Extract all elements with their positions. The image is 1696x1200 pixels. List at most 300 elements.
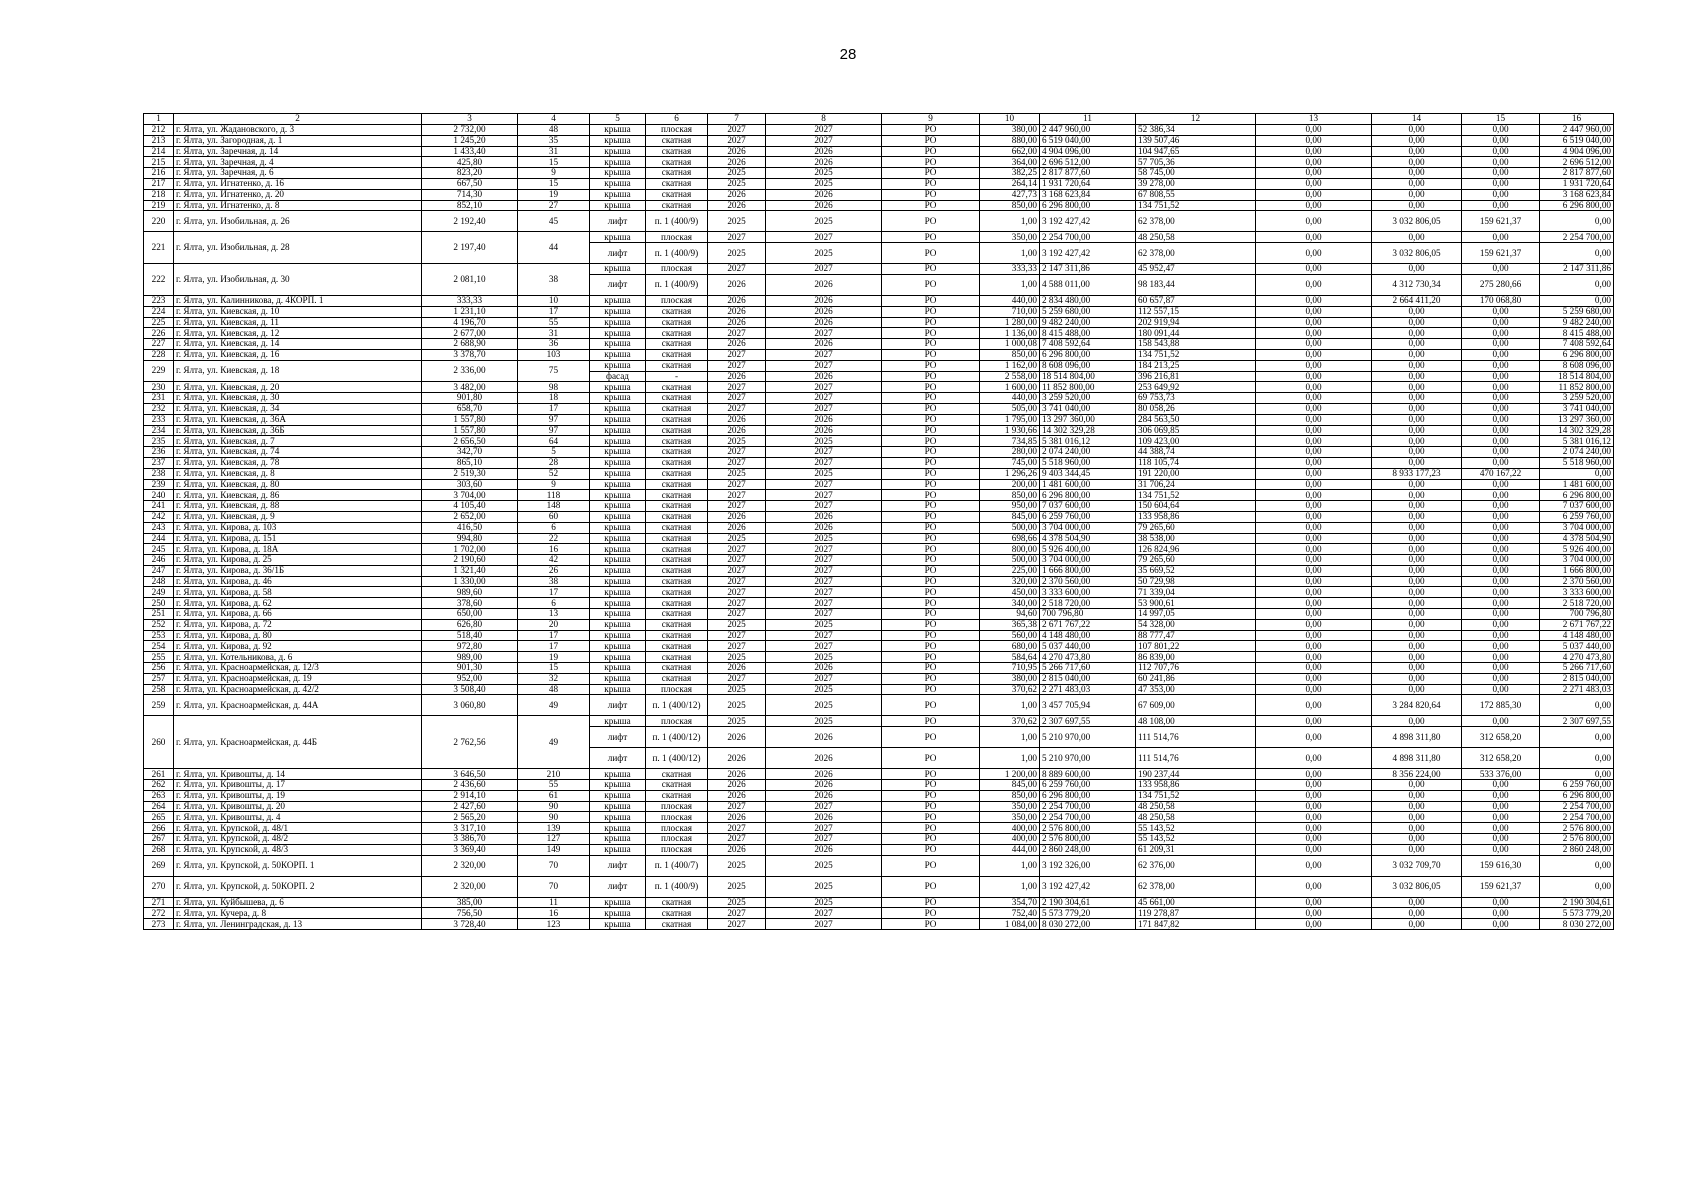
fund-14: 0,00	[1372, 414, 1462, 425]
surcharge: 55 143,52	[1136, 823, 1256, 834]
element: крыша	[590, 555, 646, 566]
year-end: 2027	[766, 908, 882, 919]
total-cost: 6 296 800,00	[1040, 490, 1136, 501]
year-start: 2027	[708, 349, 766, 360]
year-end: 2027	[766, 360, 882, 371]
fund-14: 0,00	[1372, 641, 1462, 652]
fund-14: 3 032 806,05	[1372, 876, 1462, 897]
subtype: скатная	[646, 447, 708, 458]
total-16: 2 860 248,00	[1540, 844, 1614, 855]
surcharge: 134 751,52	[1136, 490, 1256, 501]
col-13: 0,00	[1256, 393, 1372, 404]
fund-15: 312 658,20	[1462, 748, 1540, 769]
surcharge: 67 609,00	[1136, 695, 1256, 716]
header-cell: 14	[1372, 114, 1462, 125]
total-cost: 2 817 877,60	[1040, 168, 1136, 179]
table-row	[144, 769, 1614, 780]
total-cost: 2 815 040,00	[1040, 673, 1136, 684]
table-row	[144, 306, 1614, 317]
fund-15: 0,00	[1462, 544, 1540, 555]
subtype: скатная	[646, 414, 708, 425]
subtype: плоская	[646, 823, 708, 834]
address: г. Ялта, ул. Киевская, д. 36А	[174, 414, 422, 425]
residents: 13	[518, 609, 590, 620]
fund-14: 0,00	[1372, 897, 1462, 908]
col-13: 0,00	[1256, 812, 1372, 823]
year-end: 2026	[766, 780, 882, 791]
table-row	[144, 200, 1614, 211]
volume: 94,60	[980, 609, 1040, 620]
operator: РО	[882, 619, 980, 630]
residents: 139	[518, 823, 590, 834]
operator: РО	[882, 522, 980, 533]
surcharge: 45 952,47	[1136, 264, 1256, 275]
total-16: 2 576 800,00	[1540, 823, 1614, 834]
subtype: п. 1 (400/12)	[646, 727, 708, 748]
total-16: 1 931 720,64	[1540, 178, 1614, 189]
operator: РО	[882, 371, 980, 382]
total-cost: 4 904 096,00	[1040, 146, 1136, 157]
residents: 97	[518, 425, 590, 436]
residents: 64	[518, 436, 590, 447]
total-16: 2 576 800,00	[1540, 834, 1614, 845]
total-cost: 2 671 767,22	[1040, 619, 1136, 630]
area: 2 190,60	[422, 555, 518, 566]
table-row	[144, 264, 1614, 275]
year-end: 2027	[766, 447, 882, 458]
fund-15: 0,00	[1462, 490, 1540, 501]
residents: 16	[518, 544, 590, 555]
year-start: 2027	[708, 403, 766, 414]
fund-15: 0,00	[1462, 619, 1540, 630]
fund-14: 0,00	[1372, 349, 1462, 360]
year-start: 2027	[708, 908, 766, 919]
subtype: плоская	[646, 834, 708, 845]
row-number: 245	[144, 544, 174, 555]
fund-15: 0,00	[1462, 382, 1540, 393]
year-end: 2025	[766, 684, 882, 695]
area: 3 378,70	[422, 349, 518, 360]
table-row	[144, 609, 1614, 620]
surcharge: 53 900,61	[1136, 598, 1256, 609]
row-number: 239	[144, 479, 174, 490]
table-row	[144, 168, 1614, 179]
fund-15: 0,00	[1462, 360, 1540, 371]
fund-15: 0,00	[1462, 414, 1540, 425]
surcharge: 119 278,87	[1136, 908, 1256, 919]
total-cost: 6 296 800,00	[1040, 349, 1136, 360]
area: 342,70	[422, 447, 518, 458]
element: крыша	[590, 544, 646, 555]
total-cost: 4 148 480,00	[1040, 630, 1136, 641]
address: г. Ялта, ул. Кирова, д. 62	[174, 598, 422, 609]
table-row	[144, 663, 1614, 674]
volume: 280,00	[980, 447, 1040, 458]
area: 901,80	[422, 393, 518, 404]
col-13: 0,00	[1256, 349, 1372, 360]
residents: 15	[518, 178, 590, 189]
subtype: плоская	[646, 264, 708, 275]
year-end: 2027	[766, 673, 882, 684]
operator: РО	[882, 274, 980, 295]
year-start: 2025	[708, 876, 766, 897]
total-16: 2 370 560,00	[1540, 576, 1614, 587]
operator: РО	[882, 748, 980, 769]
year-start: 2025	[708, 436, 766, 447]
fund-15: 0,00	[1462, 403, 1540, 414]
fund-14: 0,00	[1372, 673, 1462, 684]
year-end: 2027	[766, 823, 882, 834]
year-start: 2027	[708, 609, 766, 620]
volume: 500,00	[980, 522, 1040, 533]
area: 2 656,50	[422, 436, 518, 447]
area: 1 231,10	[422, 306, 518, 317]
year-start: 2027	[708, 823, 766, 834]
fund-15: 0,00	[1462, 663, 1540, 674]
total-cost: 9 403 344,45	[1040, 468, 1136, 479]
volume: 380,00	[980, 125, 1040, 136]
total-16: 4 904 096,00	[1540, 146, 1614, 157]
subtype: скатная	[646, 157, 708, 168]
col-13: 0,00	[1256, 403, 1372, 414]
row-number: 247	[144, 565, 174, 576]
subtype: скатная	[646, 598, 708, 609]
operator: РО	[882, 468, 980, 479]
operator: РО	[882, 587, 980, 598]
subtype: скатная	[646, 306, 708, 317]
table-row	[144, 436, 1614, 447]
residents: 35	[518, 135, 590, 146]
fund-14: 0,00	[1372, 146, 1462, 157]
residents: 11	[518, 897, 590, 908]
col-13: 0,00	[1256, 587, 1372, 598]
surcharge: 98 183,44	[1136, 274, 1256, 295]
year-start: 2026	[708, 414, 766, 425]
residents: 28	[518, 457, 590, 468]
year-end: 2027	[766, 479, 882, 490]
operator: РО	[882, 919, 980, 930]
address: г. Ялта, ул. Кирова, д. 151	[174, 533, 422, 544]
address: г. Ялта, ул. Кирова, д. 46	[174, 576, 422, 587]
fund-15: 0,00	[1462, 565, 1540, 576]
area: 994,80	[422, 533, 518, 544]
fund-15: 0,00	[1462, 684, 1540, 695]
total-cost: 4 378 504,90	[1040, 533, 1136, 544]
volume: 350,00	[980, 801, 1040, 812]
table-row	[144, 125, 1614, 136]
fund-14: 0,00	[1372, 919, 1462, 930]
fund-14: 0,00	[1372, 339, 1462, 350]
operator: РО	[882, 544, 980, 555]
area: 2 336,00	[422, 360, 518, 382]
year-end: 2027	[766, 801, 882, 812]
fund-14: 0,00	[1372, 189, 1462, 200]
total-cost: 4 270 473,80	[1040, 652, 1136, 663]
surcharge: 62 376,00	[1136, 855, 1256, 876]
table-row	[144, 317, 1614, 328]
volume: 382,25	[980, 168, 1040, 179]
fund-15: 0,00	[1462, 511, 1540, 522]
year-start: 2025	[708, 168, 766, 179]
total-16: 2 254 700,00	[1540, 812, 1614, 823]
total-16: 0,00	[1540, 295, 1614, 306]
address: г. Ялта, ул. Игнатенко, д. 20	[174, 189, 422, 200]
year-start: 2025	[708, 652, 766, 663]
year-end: 2026	[766, 371, 882, 382]
surcharge: 62 378,00	[1136, 876, 1256, 897]
year-start: 2026	[708, 274, 766, 295]
address: г. Ялта, ул. Заречная, д. 14	[174, 146, 422, 157]
fund-15: 0,00	[1462, 716, 1540, 727]
table-row	[144, 812, 1614, 823]
col-13: 0,00	[1256, 479, 1372, 490]
operator: РО	[882, 727, 980, 748]
residents: 210	[518, 769, 590, 780]
volume: 364,00	[980, 157, 1040, 168]
residents: 49	[518, 695, 590, 716]
total-16: 0,00	[1540, 727, 1614, 748]
area: 1 330,00	[422, 576, 518, 587]
col-13: 0,00	[1256, 652, 1372, 663]
residents: 61	[518, 790, 590, 801]
subtype: п. 1 (400/9)	[646, 211, 708, 232]
year-end: 2027	[766, 630, 882, 641]
surcharge: 62 378,00	[1136, 243, 1256, 264]
table-row	[144, 511, 1614, 522]
residents: 49	[518, 716, 590, 769]
header-cell: 3	[422, 114, 518, 125]
area: 3 508,40	[422, 684, 518, 695]
row-number: 259	[144, 695, 174, 716]
address: г. Ялта, ул. Киевская, д. 18	[174, 360, 422, 382]
residents: 22	[518, 533, 590, 544]
area: 2 914,10	[422, 790, 518, 801]
address: г. Ялта, ул. Киевская, д. 78	[174, 457, 422, 468]
row-number: 251	[144, 609, 174, 620]
total-16: 6 519 040,00	[1540, 135, 1614, 146]
row-number: 221	[144, 232, 174, 264]
surcharge: 47 353,00	[1136, 684, 1256, 695]
fund-15: 0,00	[1462, 157, 1540, 168]
fund-15: 0,00	[1462, 801, 1540, 812]
operator: РО	[882, 663, 980, 674]
volume: 1,00	[980, 727, 1040, 748]
header-cell: 15	[1462, 114, 1540, 125]
row-number: 264	[144, 801, 174, 812]
surcharge: 134 751,52	[1136, 790, 1256, 801]
surcharge: 38 538,00	[1136, 533, 1256, 544]
address: г. Ялта, ул. Кривошты, д. 4	[174, 812, 422, 823]
element: лифт	[590, 727, 646, 748]
total-cost: 6 296 800,00	[1040, 200, 1136, 211]
year-start: 2026	[708, 317, 766, 328]
table-row	[144, 533, 1614, 544]
subtype: скатная	[646, 609, 708, 620]
col-13: 0,00	[1256, 414, 1372, 425]
total-cost: 2 254 700,00	[1040, 812, 1136, 823]
fund-15: 0,00	[1462, 501, 1540, 512]
fund-14: 0,00	[1372, 652, 1462, 663]
year-start: 2027	[708, 630, 766, 641]
total-16: 6 296 800,00	[1540, 490, 1614, 501]
residents: 45	[518, 211, 590, 232]
address: г. Ялта, ул. Киевская, д. 30	[174, 393, 422, 404]
operator: РО	[882, 823, 980, 834]
surcharge: 104 947,65	[1136, 146, 1256, 157]
subtype: п. 1 (400/9)	[646, 876, 708, 897]
area: 756,50	[422, 908, 518, 919]
volume: 200,00	[980, 479, 1040, 490]
col-13: 0,00	[1256, 544, 1372, 555]
total-cost: 3 457 705,94	[1040, 695, 1136, 716]
total-16: 5 037 440,00	[1540, 641, 1614, 652]
element: крыша	[590, 157, 646, 168]
residents: 123	[518, 919, 590, 930]
fund-15: 0,00	[1462, 457, 1540, 468]
subtype: скатная	[646, 919, 708, 930]
element: крыша	[590, 598, 646, 609]
row-number: 229	[144, 360, 174, 382]
col-13: 0,00	[1256, 919, 1372, 930]
subtype: скатная	[646, 533, 708, 544]
residents: 48	[518, 684, 590, 695]
fund-15: 0,00	[1462, 609, 1540, 620]
fund-14: 0,00	[1372, 264, 1462, 275]
fund-14: 0,00	[1372, 168, 1462, 179]
subtype: скатная	[646, 393, 708, 404]
fund-15: 0,00	[1462, 780, 1540, 791]
surcharge: 54 328,00	[1136, 619, 1256, 630]
total-16: 6 296 800,00	[1540, 790, 1614, 801]
year-end: 2026	[766, 157, 882, 168]
row-number: 217	[144, 178, 174, 189]
total-cost: 5 518 960,00	[1040, 457, 1136, 468]
volume: 1 600,00	[980, 382, 1040, 393]
total-16: 2 074 240,00	[1540, 447, 1614, 458]
address: г. Ялта, ул. Киевская, д. 12	[174, 328, 422, 339]
area: 385,00	[422, 897, 518, 908]
fund-14: 0,00	[1372, 619, 1462, 630]
header-cell: 5	[590, 114, 646, 125]
fund-14: 4 898 311,80	[1372, 748, 1462, 769]
row-number: 260	[144, 716, 174, 769]
residents: 17	[518, 403, 590, 414]
subtype: скатная	[646, 479, 708, 490]
year-start: 2025	[708, 619, 766, 630]
table-row	[144, 555, 1614, 566]
year-start: 2027	[708, 382, 766, 393]
col-13: 0,00	[1256, 425, 1372, 436]
col-13: 0,00	[1256, 328, 1372, 339]
year-start: 2025	[708, 178, 766, 189]
table-row	[144, 393, 1614, 404]
year-start: 2027	[708, 576, 766, 587]
subtype: скатная	[646, 511, 708, 522]
table-row	[144, 479, 1614, 490]
fund-14: 0,00	[1372, 587, 1462, 598]
year-start: 2026	[708, 425, 766, 436]
fund-15: 0,00	[1462, 447, 1540, 458]
operator: РО	[882, 436, 980, 447]
fund-14: 0,00	[1372, 393, 1462, 404]
address: г. Ялта, ул. Киевская, д. 8	[174, 468, 422, 479]
fund-14: 0,00	[1372, 790, 1462, 801]
residents: 55	[518, 317, 590, 328]
total-cost: 700 796,80	[1040, 609, 1136, 620]
subtype: скатная	[646, 468, 708, 479]
area: 3 482,00	[422, 382, 518, 393]
surcharge: 44 388,74	[1136, 447, 1256, 458]
year-end: 2025	[766, 468, 882, 479]
residents: 31	[518, 328, 590, 339]
year-end: 2027	[766, 641, 882, 652]
year-end: 2027	[766, 232, 882, 243]
year-end: 2026	[766, 663, 882, 674]
fund-15: 172 885,30	[1462, 695, 1540, 716]
total-cost: 8 415 488,00	[1040, 328, 1136, 339]
year-end: 2025	[766, 855, 882, 876]
volume: 850,00	[980, 200, 1040, 211]
residents: 36	[518, 339, 590, 350]
total-cost: 7 037 600,00	[1040, 501, 1136, 512]
table-row	[144, 684, 1614, 695]
col-13: 0,00	[1256, 565, 1372, 576]
table-row	[144, 382, 1614, 393]
col-13: 0,00	[1256, 876, 1372, 897]
fund-14: 0,00	[1372, 135, 1462, 146]
element: крыша	[590, 716, 646, 727]
total-16: 0,00	[1540, 695, 1614, 716]
residents: 17	[518, 641, 590, 652]
surcharge: 253 649,92	[1136, 382, 1256, 393]
subtype: скатная	[646, 897, 708, 908]
surcharge: 67 808,55	[1136, 189, 1256, 200]
fund-15: 0,00	[1462, 587, 1540, 598]
subtype: скатная	[646, 544, 708, 555]
operator: РО	[882, 457, 980, 468]
table-row	[144, 232, 1614, 243]
surcharge: 190 237,44	[1136, 769, 1256, 780]
row-number: 248	[144, 576, 174, 587]
row-number: 240	[144, 490, 174, 501]
residents: 17	[518, 630, 590, 641]
fund-15: 159 621,37	[1462, 243, 1540, 264]
volume: 1,00	[980, 695, 1040, 716]
year-start: 2027	[708, 544, 766, 555]
subtype: плоская	[646, 844, 708, 855]
residents: 17	[518, 306, 590, 317]
col-13: 0,00	[1256, 897, 1372, 908]
col-13: 0,00	[1256, 274, 1372, 295]
subtype: п. 1 (400/9)	[646, 274, 708, 295]
element: крыша	[590, 684, 646, 695]
year-end: 2025	[766, 178, 882, 189]
fund-15: 0,00	[1462, 652, 1540, 663]
total-cost: 8 889 600,00	[1040, 769, 1136, 780]
table-row	[144, 565, 1614, 576]
total-16: 5 518 960,00	[1540, 457, 1614, 468]
surcharge: 134 751,52	[1136, 349, 1256, 360]
total-cost: 2 254 700,00	[1040, 801, 1136, 812]
total-16: 18 514 804,00	[1540, 371, 1614, 382]
year-start: 2026	[708, 748, 766, 769]
subtype: скатная	[646, 146, 708, 157]
element: крыша	[590, 511, 646, 522]
fund-15: 0,00	[1462, 598, 1540, 609]
address: г. Ялта, ул. Киевская, д. 10	[174, 306, 422, 317]
element: крыша	[590, 382, 646, 393]
year-end: 2027	[766, 393, 882, 404]
